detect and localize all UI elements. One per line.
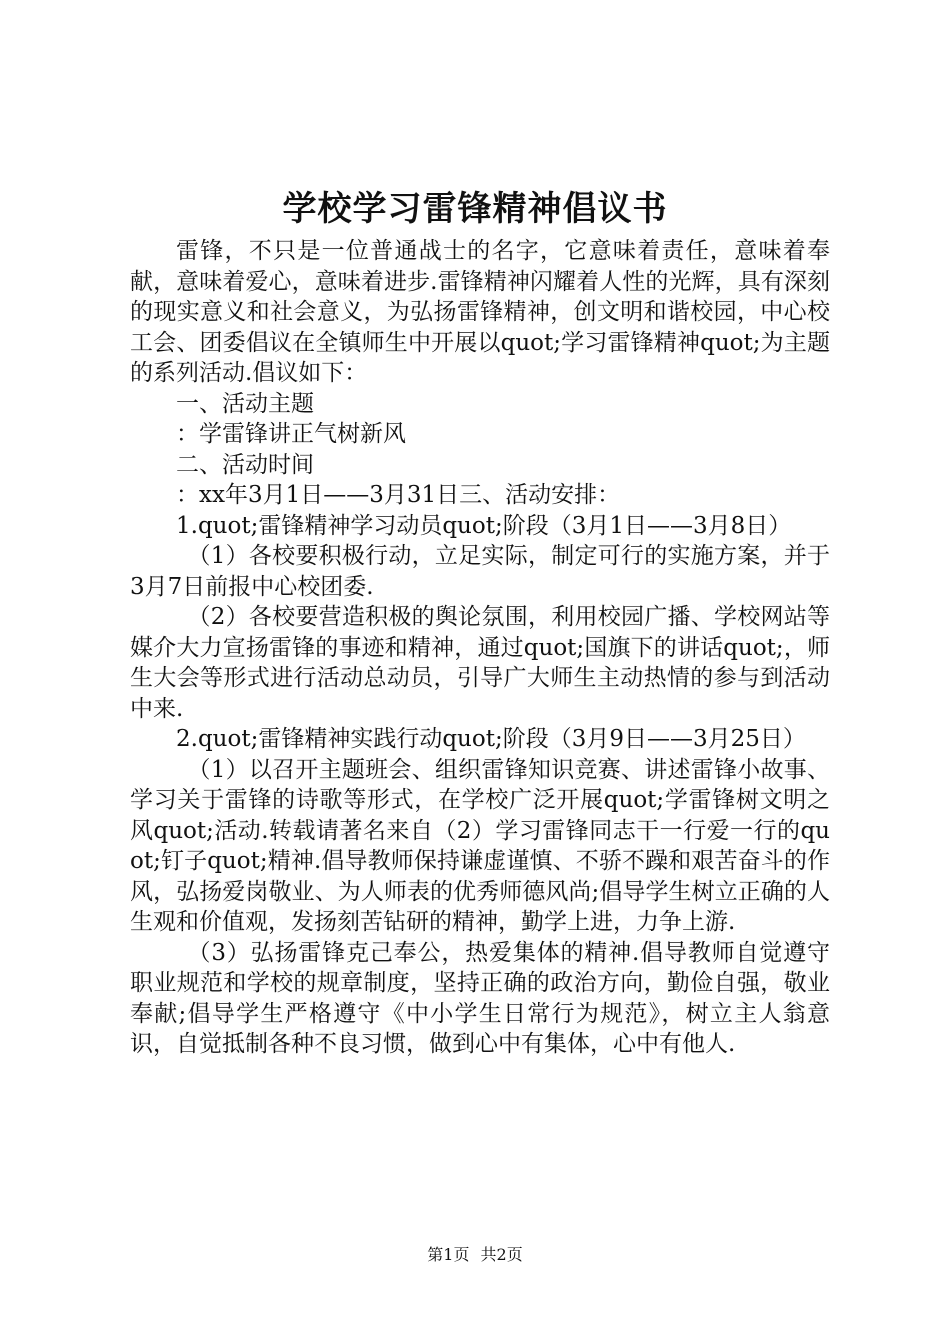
stage-two-heading: 2.quot;雷锋精神实践行动quot;阶段（3月9日——3月25日） [176, 726, 806, 752]
document-title: 学校学习雷锋精神倡议书 [282, 189, 668, 229]
page-footer [0, 1244, 950, 1266]
stage-two-item-3: （3）弘扬雷锋克己奉公，热爱集体的精神.倡导教师自觉遵守职业规范和学校的规章制度，坚持正确的政治方向，勤俭自强，敬业奉献;倡导学生严格遵守《中小学生日常行为规范》，树立主人翁意识，自觉抵制各种不良习惯，做到心中有集体，心中有他人. [130, 939, 830, 1057]
intro-paragraph: 雷锋，不只是一位普通战士的名字，它意味着责任，意味着奉献，意味着爱心，意味着进步.雷锋精神闪耀着人性的光辉，具有深刻的现实意义和社会意义，为弘扬雷锋精神，创文明和谐校园，中心校工会、团委倡议在全镇师生中开展以quot;学习雷锋精神quot;为主题的系列活动.倡议如下： [130, 238, 830, 386]
stage-one-heading: 1.quot;雷锋精神学习动员quot;阶段（3月1日——3月8日） [176, 512, 792, 539]
stage-two-item-1: （1）以召开主题班会、组织雷锋知识竞赛、讲述雷锋小故事、学习关于雷锋的诗歌等形式，在学校广泛开展quot;学雷锋树文明之风quot;活动.转载请著名来自（2）学习雷锋同志干一行爱一行的quot;钉子quot;精神.倡导教师保持谦虚谨慎、不骄不躁和艰苦奋斗的作风，弘扬爱岗敬业、为人师表的优秀师德风尚;倡导学生树立正确的人生观和价值观，发扬刻苦钻研的精神，勤学上进，力争上游. [130, 756, 830, 935]
document-body [130, 236, 830, 1060]
page-number: 第1页 [427, 1245, 470, 1264]
time-text: ：xx年3月1日——3月31日三、活动安排： [176, 482, 621, 508]
section-heading-theme: 一、活动主题 [176, 390, 314, 417]
theme-text: ：学雷锋讲正气树新风 [176, 421, 406, 447]
stage-one-item-1: （1）各校要积极行动，立足实际，制定可行的实施方案，并于3月7日前报中心校团委. [130, 543, 830, 600]
page-total: 共2页 [480, 1245, 523, 1264]
stage-one-item-2: （2）各校要营造积极的舆论氛围，利用校园广播、学校网站等媒介大力宣扬雷锋的事迹和精神，通过quot;国旗下的讲话quot;，师生大会等形式进行活动总动员，引导广大师生主动热情的参与到活动中来. [130, 604, 830, 722]
section-heading-time: 二、活动时间 [176, 451, 314, 478]
